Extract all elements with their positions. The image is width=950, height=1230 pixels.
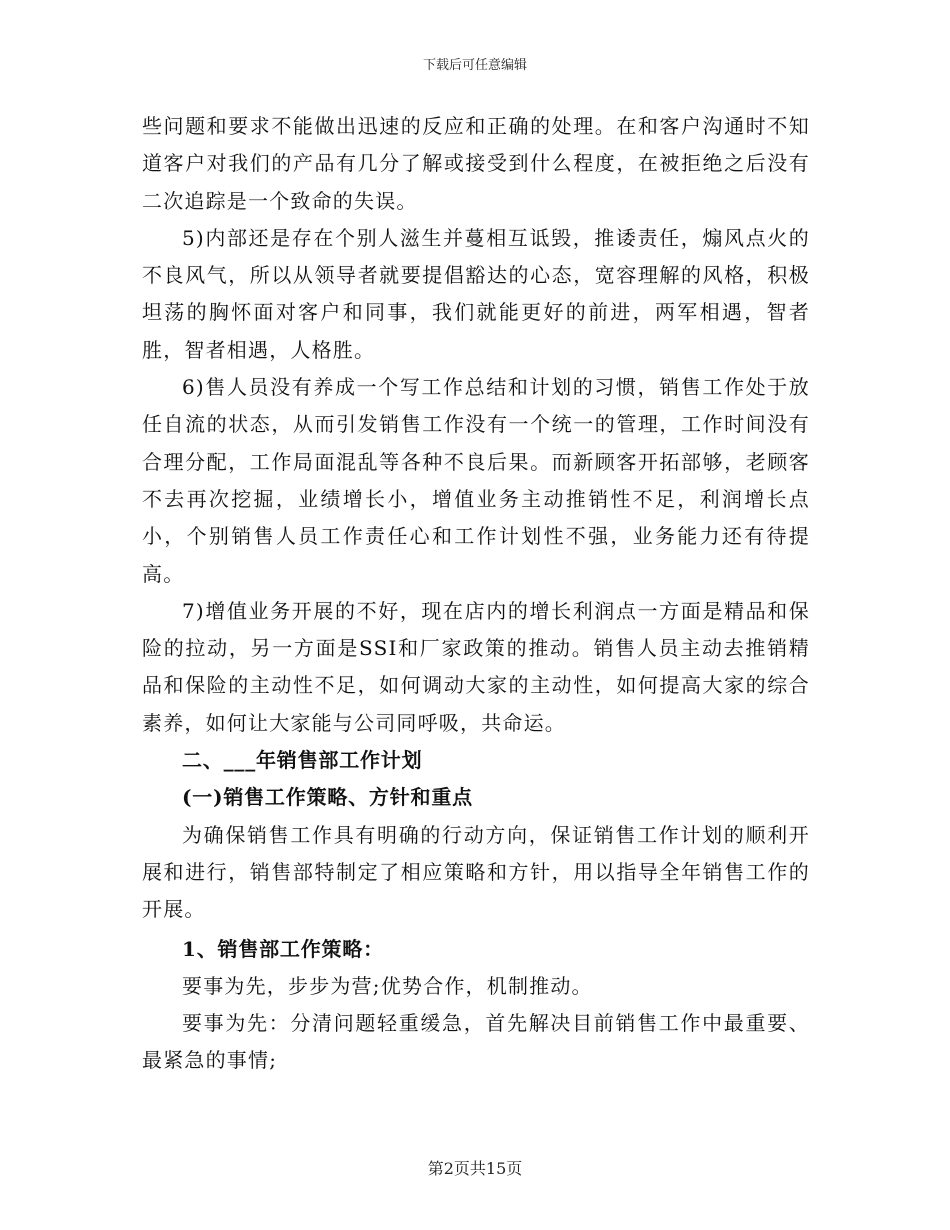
page-footer: 第2页共15页 (427, 1159, 523, 1178)
section-heading-2: 二、___年销售部工作计划 (182, 748, 423, 773)
page-header: 下载后可任意编辑 (422, 58, 527, 73)
subsection-heading-1: (一)销售工作策略、方针和重点 (182, 785, 473, 810)
paragraph-item-7: 7)增值业务开展的不好，现在店内的增长利润点一方面是精品和保险的拉动，另一方面是SSI和厂家政策的推动。销售人员主动去推销精品和保险的主动性不足，如何调动大家的主动性，如何提高大家的综合素养，如何让大家能与公司同呼吸，共命运。 (142, 598, 810, 735)
item-heading-strategy: 1、销售部工作策略： (182, 936, 384, 961)
paragraph-item-5: 5)内部还是存在个别人滋生并蔓相互诋毁，推诿责任，煽风点火的不良风气，所以从领导者就要提倡豁达的心态，宽容理解的风格，积极坦荡的胸怀面对客户和同事，我们就能更好的前进，两军相遇，智者胜，智者相遇，人格胜。 (142, 225, 810, 362)
paragraph-strategy-intro: 为确保销售工作具有明确的行动方向，保证销售工作计划的顺利开展和进行，销售部特制定了相应策略和方针，用以指导全年销售工作的开展。 (142, 822, 810, 922)
paragraph-continuation: 些问题和要求不能做出迅速的反应和正确的处理。在和客户沟通时不知道客户对我们的产品有几分了解或接受到什么程度，在被拒绝之后没有二次追踪是一个致命的失误。 (142, 114, 810, 213)
paragraph-strategy-summary: 要事为先，步步为营;优势合作，机制推动。 (182, 973, 593, 998)
paragraph-item-6: 6)售人员没有养成一个写工作总结和计划的习惯，销售工作处于放任自流的状态，从而引发销售工作没有一个统一的管理，工作时间没有合理分配，工作局面混乱等各种不良后果。而新顾客开拓部够，老顾客不去再次挖掘，业绩增长小，增值业务主动推销性不足，利润增长点小，个别销售人员工作责任心和工作计划性不强，业务能力还有待提高。 (142, 375, 810, 586)
document-body (142, 108, 810, 1080)
paragraph-priority-first: 要事为先：分清问题轻重缓急，首先解决目前销售工作中最重要、最紧急的事情; (142, 1011, 810, 1073)
